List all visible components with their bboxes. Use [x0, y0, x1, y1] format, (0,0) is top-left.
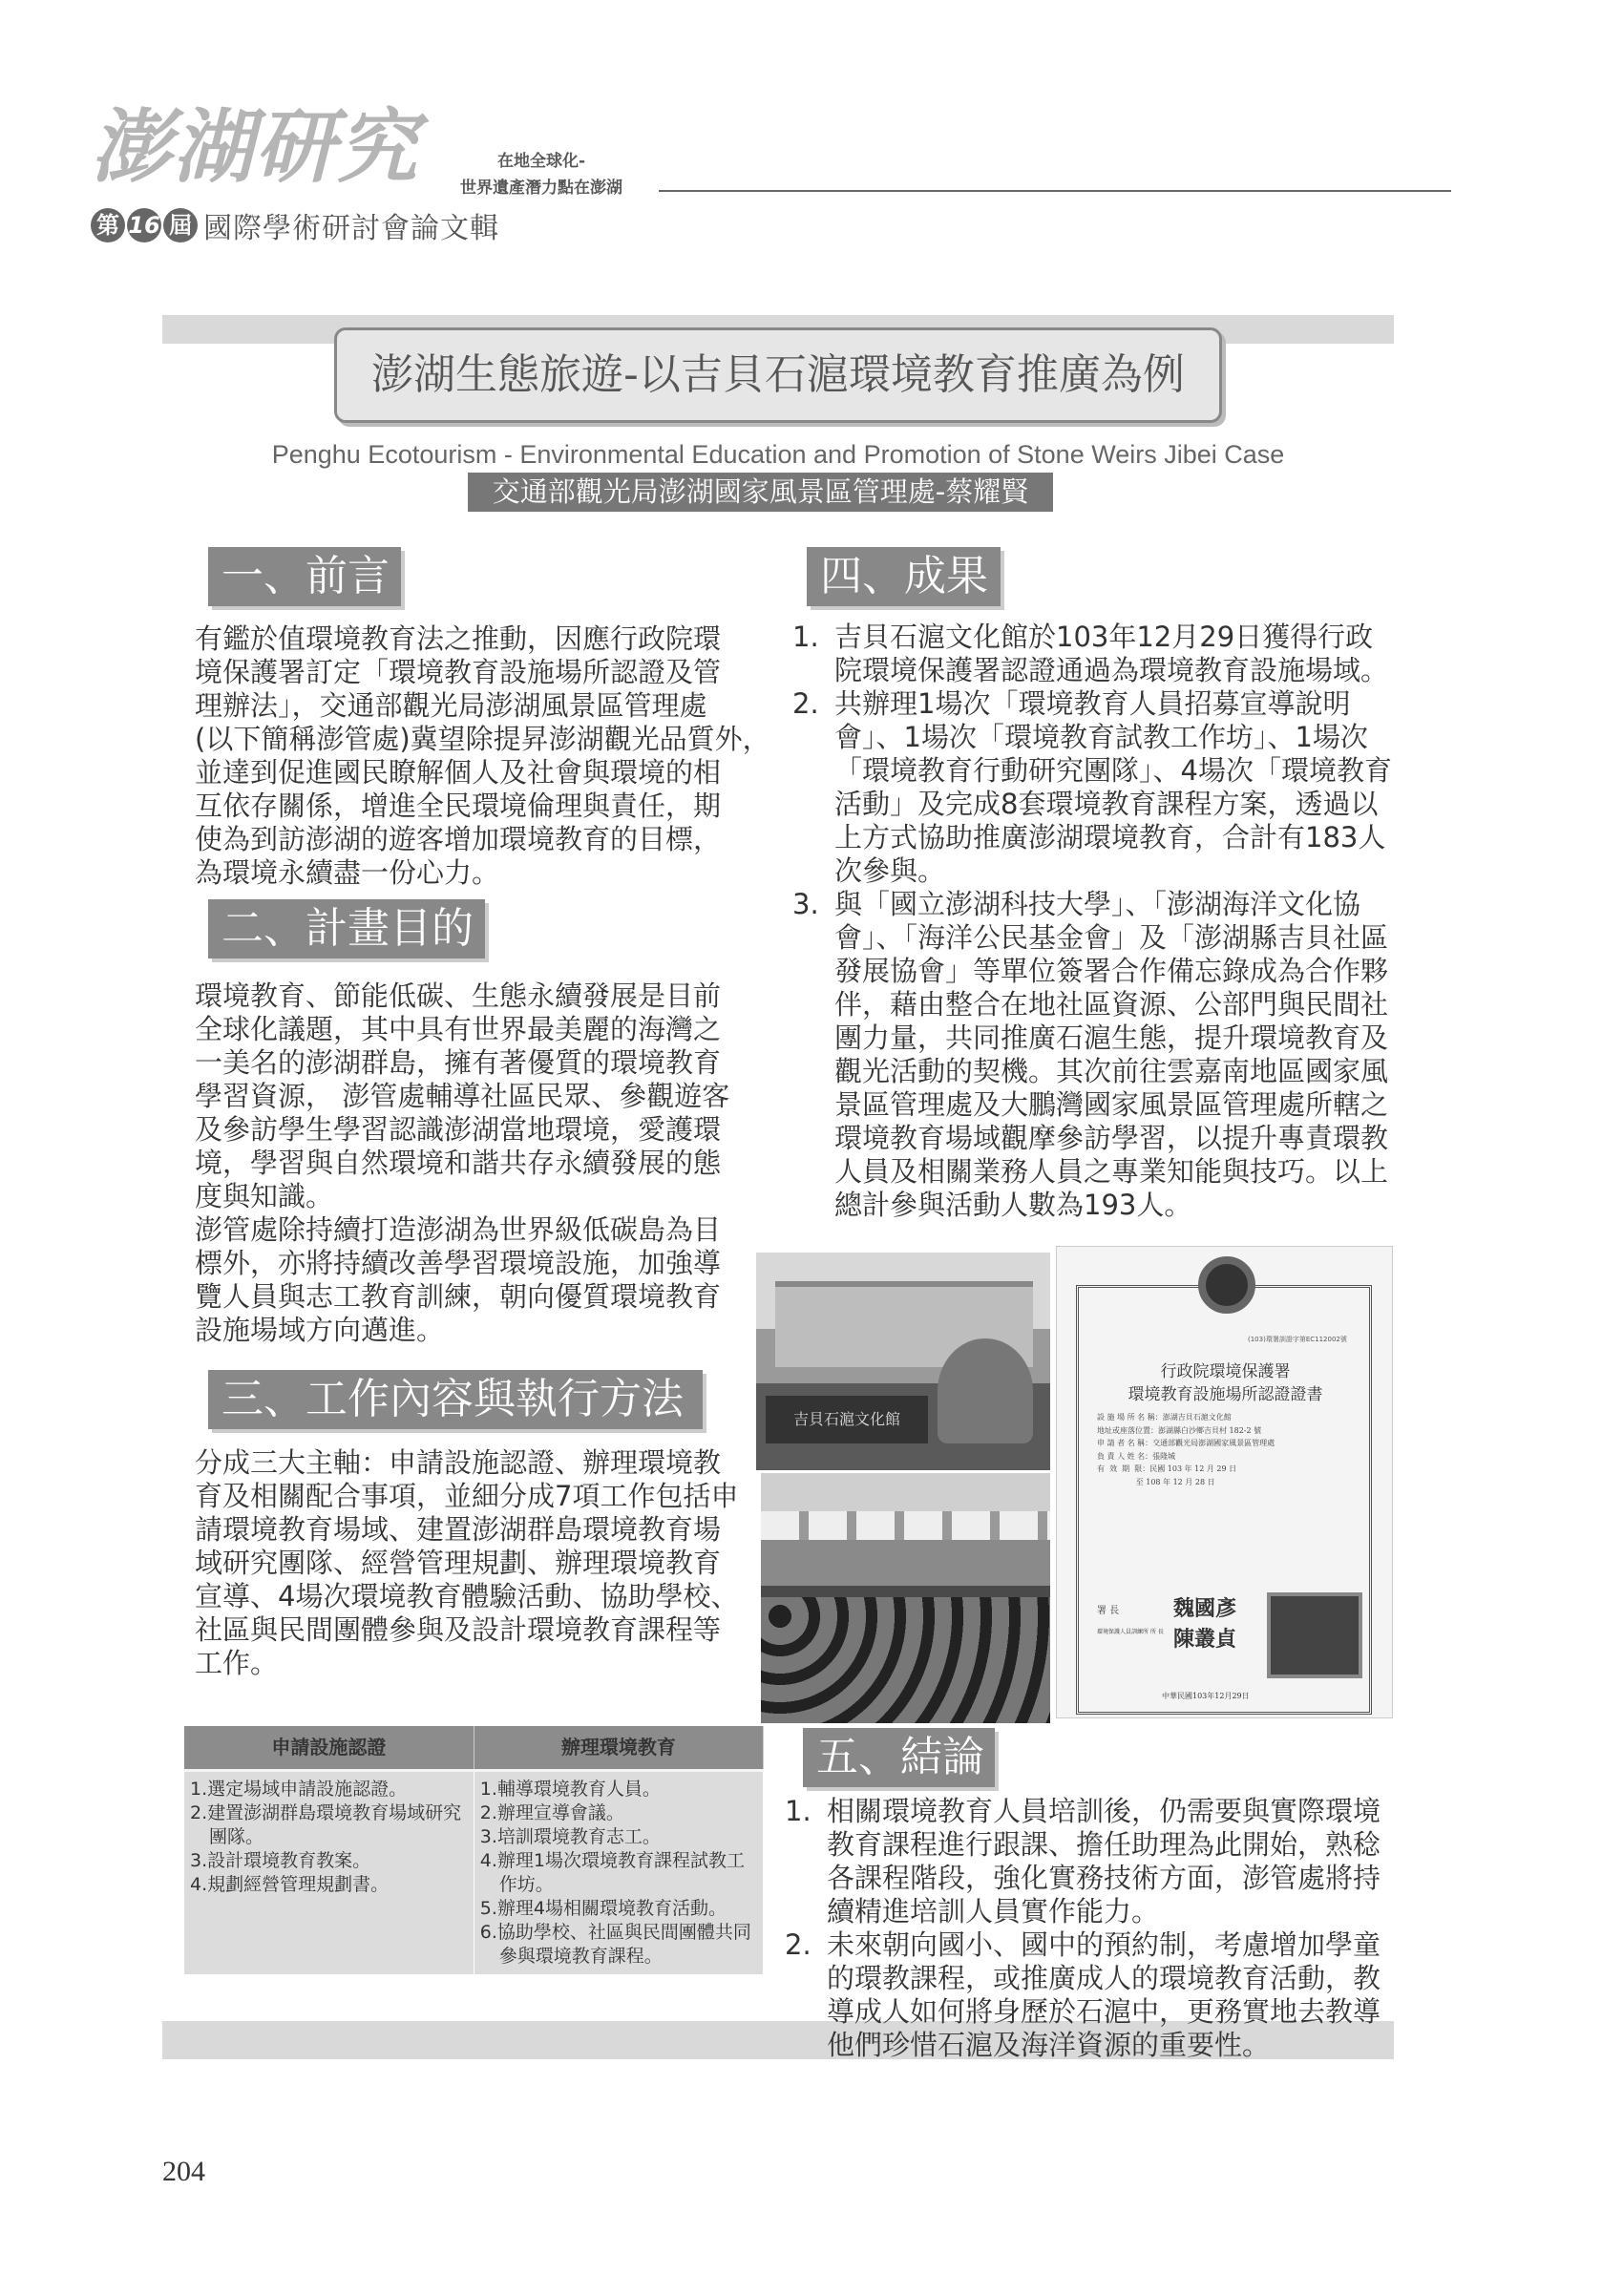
table-item: 4.規劃經營管理規劃書。	[190, 1873, 390, 1895]
results-item	[792, 621, 1394, 687]
intro-text: 有鑑於值環境教育法之推動，因應行政院環 境保護署訂定「環境教育設施場所認證及管 理辦法」，交通部觀光局澎湖風景區管理處 (以下簡稱澎管處)冀望除提昇澎湖觀光品質外， 並達到促進國民瞭解個人及社會與環境的相 互依存關係，增進全民環境倫理與責任，期 使為到訪澎湖的遊客增加環境教育的目標， 為環境永續盡一份心力。	[195, 622, 770, 889]
signer-2-title: 環境保護人員訓練所 所 長	[1097, 1629, 1164, 1635]
results-list	[792, 621, 1394, 1222]
windows-shape	[761, 1511, 1050, 1540]
epa-emblem	[1198, 1256, 1255, 1314]
museum-sign: 吉貝石滬文化館	[766, 1396, 928, 1443]
item-number: 2.	[785, 1928, 812, 1961]
item-number: 2.	[792, 687, 819, 720]
table-header: 申請設施認證	[184, 1726, 474, 1770]
edition-suffix: 屆	[163, 208, 198, 242]
section-heading-conclusion: 五、結論	[803, 1728, 995, 1787]
poster-title: 澎湖生態旅遊-以吉貝石滬環境教育推廣為例	[334, 327, 1222, 423]
section-heading-purpose: 二、計畫目的	[208, 899, 485, 958]
certificate-title-1: 行政院環境保護署	[1160, 1362, 1291, 1381]
item-text: 吉貝石滬文化館於103年12月29日獲得行政院環境保護署認證通過為環境教育設施場域。	[834, 621, 1389, 686]
results-item	[792, 687, 1394, 888]
conference-tagline	[460, 148, 622, 201]
table-item: 1.輔導環境教育人員。	[479, 1778, 661, 1800]
item-number: 1.	[792, 621, 819, 653]
stone-sculpture	[938, 1338, 1033, 1443]
item-text: 相關環境教育人員培訓後，仍需要與實際環境教育課程進行跟課、擔任助理為此開始，熟稔各課程階段，強化實務技術方面，澎管處將持續精進培訓人員實作能力。	[827, 1795, 1381, 1927]
section-heading-methods: 三、工作內容與執行方法	[208, 1370, 703, 1429]
audience-shape	[761, 1597, 1050, 1723]
certificate-image	[1056, 1246, 1393, 1718]
work-items-table	[184, 1726, 764, 1974]
official-seal	[1267, 1592, 1362, 1678]
item-number: 1.	[785, 1795, 812, 1827]
item-text: 共辦理1場次「環境教育人員招募宣導說明會」、1場次「環境教育試教工作坊」、1場次「環境教育行動研究團隊」、4場次「環境教育活動」及完成8套環境教育課程方案，透過以上方式協助推廣澎湖環境教育，合計有183人次參與。	[834, 687, 1392, 887]
journal-edition	[91, 204, 499, 246]
table-item: 6.協助學校、社區與民間團體共同參與環境教育課程。	[479, 1921, 751, 1967]
museum-photo	[756, 1253, 1050, 1470]
item-text: 未來朝向國小、國中的預約制，考慮增加學童的環教課程，或推廣成人的環境教育活動，教導成人如何將身歷於石滬中，更務實地去教導他們珍惜石滬及海洋資源的重要性。	[827, 1928, 1381, 2061]
journal-subtitle: 國際學術研討會論文輯	[203, 212, 499, 245]
table-cell-col1	[184, 1770, 474, 1974]
edition-prefix: 第	[91, 208, 125, 242]
conclusion-item	[785, 1795, 1392, 1928]
tagline-line-2: 世界遺產潛力點在澎湖	[460, 179, 622, 198]
signer-1: 魏國彥	[1173, 1596, 1237, 1621]
poster-author: 交通部觀光局澎湖國家風景區管理處-蔡耀賢	[468, 473, 1053, 512]
section-heading-intro: 一、前言	[208, 547, 401, 606]
header-rule	[659, 190, 1451, 192]
signer-1-title: 署 長	[1097, 1606, 1120, 1616]
page-number: 204	[162, 2156, 205, 2187]
edition-number: 16	[127, 208, 161, 242]
table-item: 2.辦理宣導會議。	[479, 1801, 624, 1823]
classroom-photo	[761, 1473, 1050, 1723]
certificate-fields: 設 施 場 所 名 稱：澎湖吉貝石滬文化館 地址或座落位置：澎湖縣白沙鄉吉貝村 182-2 號 申 請 者 名 稱：交通部觀光局澎湖國家風景區管理處 負 責 人 姓 名：張隆城 有 效 期 限：民國 103 年 12 月 29 日 至 108 年 12 月 28 日	[1097, 1413, 1275, 1486]
table-item: 1.選定場域申請設施認證。	[190, 1778, 408, 1800]
purpose-text: 環境教育、節能低碳、生態永續發展是目前 全球化議題，其中具有世界最美麗的海灣之 一美名的澎湖群島，擁有著優質的環境教育 學習資源， 澎管處輔導社區民眾、參觀遊客 及參訪學生學習認識澎湖當地環境，愛護環 境，學習與自然環境和諧共存永續發展的態 度與知識。 澎管處除持續打造澎湖為世界級低碳島為目 標外，亦將持續改善學習環境設施，加強導 覽人員與志工教育訓練，朝向優質環境教育 設施場域方向邁進。	[195, 979, 730, 1346]
table-item: 2.建置澎湖群島環境教育場域研究團隊。	[190, 1801, 462, 1847]
table-item: 3.設計環境教育教案。	[190, 1849, 371, 1871]
results-item	[792, 888, 1394, 1222]
signer-2: 陳叢貞	[1173, 1627, 1237, 1652]
table-item: 3.培訓環境教育志工。	[479, 1825, 661, 1847]
certificate-title-2: 環境教育設施場所認證證書	[1128, 1385, 1323, 1404]
conclusion-list	[785, 1795, 1392, 2062]
methods-text: 分成三大主軸：申請設施認證、辦理環境教 育及相關配合事項，並細分成7項工作包括申 請環境教育場域、建置澎湖群島環境教育場 域研究團隊、經營管理規劃、辦理環境教育 宣導、4場次環境教育體驗活動、協助學校、 社區與民間團體參與及設計環境教育課程等 工作。	[195, 1446, 739, 1679]
journal-logo: 澎湖研究	[91, 99, 420, 194]
table-item: 5.辦理4場相關環境教育活動。	[479, 1897, 727, 1919]
table-header: 辦理環境教育	[474, 1726, 763, 1770]
certificate-ref: (103)環署訓證字第EC112002號	[1248, 1336, 1347, 1343]
table-cell-col2	[474, 1770, 763, 1974]
certificate-date: 中華民國103年12月29日	[1162, 1692, 1250, 1700]
item-text: 與「國立澎湖科技大學」、「澎湖海洋文化協會」、「海洋公民基金會」及「澎湖縣吉貝社區發展協會」等單位簽署合作備忘錄成為合作夥伴，藉由整合在地社區資源、公部門與民間社團力量，共同推廣石滬生態，提升環境教育及觀光活動的契機。其次前往雲嘉南地區國家風景區管理處及大鵬灣國家風景區管理處所轄之環境教育場域觀摩參訪學習，以提升專責環教人員及相關業務人員之專業知能與技巧。以上總計參與活動人數為193人。	[834, 888, 1389, 1221]
section-heading-results: 四、成果	[807, 547, 1001, 606]
table-item: 4.辦理1場次環境教育課程試教工作坊。	[479, 1849, 745, 1895]
poster-english-title: Penghu Ecotourism - Environmental Education and Promotion of Stone Weirs Jibei Case	[271, 440, 1285, 469]
item-number: 3.	[792, 888, 819, 920]
tagline-line-1: 在地全球化-	[496, 152, 586, 171]
conclusion-item	[785, 1928, 1392, 2062]
